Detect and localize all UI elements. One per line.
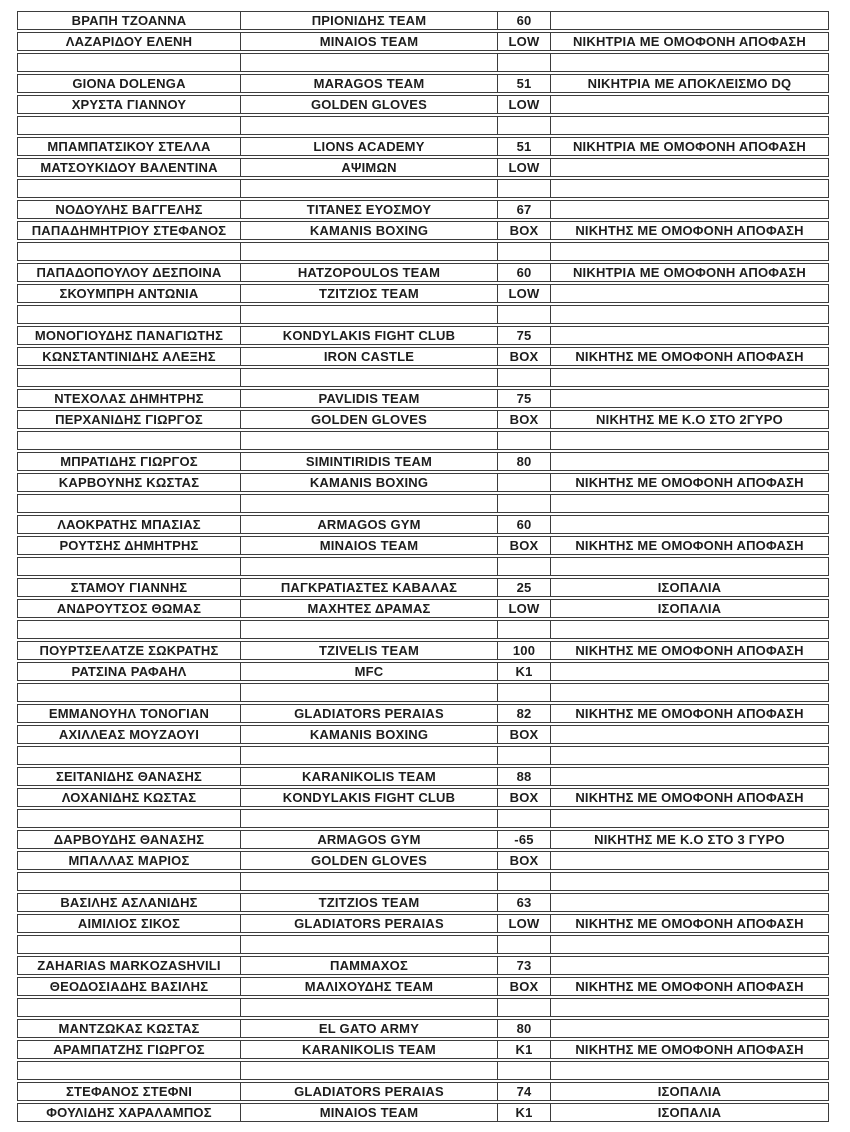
match-row (17, 515, 829, 534)
fighter-name-cell: ΒΡΑΠΗ ΤΖΟΑΝΝΑ (17, 11, 240, 30)
result-cell (550, 683, 829, 702)
fighter-name-cell: ΜΑΝΤΖΩΚΑΣ ΚΩΣΤΑΣ (17, 1019, 240, 1038)
category-cell: 75 (497, 326, 550, 345)
fighter-name-cell (17, 179, 240, 198)
match-row (17, 326, 829, 345)
category-cell: 63 (497, 893, 550, 912)
separator-row (17, 683, 829, 702)
match-row (17, 389, 829, 408)
team-cell: ΠΡΙΟΝΙΔΗΣ TEAM (240, 11, 497, 30)
fighter-name-cell: ΑΙΜΙΛΙΟΣ ΣΙΚΟΣ (17, 914, 240, 933)
match-row (17, 893, 829, 912)
separator-row (17, 368, 829, 387)
fighter-name-cell: ΝΟΔΟΥΛΗΣ ΒΑΓΓΕΛΗΣ (17, 200, 240, 219)
team-cell: GLADIATORS PERAIAS (240, 704, 497, 723)
result-cell (550, 809, 829, 828)
fighter-name-cell (17, 242, 240, 261)
team-cell: KONDYLAKIS FIGHT CLUB (240, 788, 497, 807)
category-cell: 25 (497, 578, 550, 597)
result-cell (550, 851, 829, 870)
result-cell (550, 200, 829, 219)
result-cell: ΙΣΟΠΑΛΙΑ (550, 599, 829, 618)
team-cell (240, 53, 497, 72)
category-cell: LOW (497, 95, 550, 114)
result-cell: ΝΙΚΗΤΗΣ ΜΕ Κ.Ο ΣΤΟ 3 ΓΥΡΟ (550, 830, 829, 849)
separator-row (17, 746, 829, 765)
result-cell (550, 662, 829, 681)
separator-row (17, 116, 829, 135)
team-cell: SIMINTIRIDIS TEAM (240, 452, 497, 471)
category-cell: 75 (497, 389, 550, 408)
separator-row (17, 494, 829, 513)
fighter-name-cell: ΜΑΤΣΟΥΚΙΔΟΥ ΒΑΛΕΝΤΙΝΑ (17, 158, 240, 177)
category-cell (497, 935, 550, 954)
result-cell: ΝΙΚΗΤΗΣ ΜΕ ΟΜΟΦΟΝΗ ΑΠΟΦΑΣΗ (550, 641, 829, 660)
team-cell: PAVLIDIS TEAM (240, 389, 497, 408)
match-row (17, 200, 829, 219)
team-cell (240, 620, 497, 639)
team-cell (240, 557, 497, 576)
category-cell: 67 (497, 200, 550, 219)
fighter-name-cell (17, 1061, 240, 1080)
category-cell (497, 179, 550, 198)
match-row (17, 452, 829, 471)
match-row (17, 956, 829, 975)
fighter-name-cell: ΑΡΑΜΠΑΤΖΗΣ ΓΙΩΡΓΟΣ (17, 1040, 240, 1059)
team-cell: MFC (240, 662, 497, 681)
match-row (17, 284, 829, 303)
fighter-name-cell: GIONA DOLENGA (17, 74, 240, 93)
match-row (17, 473, 829, 492)
match-row (17, 221, 829, 240)
fighter-name-cell (17, 935, 240, 954)
category-cell: LOW (497, 284, 550, 303)
result-cell: ΝΙΚΗΤΡΙΑ ΜΕ ΟΜΟΦΟΝΗ ΑΠΟΦΑΣΗ (550, 263, 829, 282)
result-cell (550, 179, 829, 198)
fighter-name-cell: ΝΤΕΧΟΛΑΣ ΔΗΜΗΤΡΗΣ (17, 389, 240, 408)
separator-row (17, 1061, 829, 1080)
category-cell: LOW (497, 599, 550, 618)
team-cell (240, 683, 497, 702)
results-table (17, 9, 829, 1124)
result-cell (550, 725, 829, 744)
team-cell: ΜΑΛΙΧΟΥΔΗΣ TEAM (240, 977, 497, 996)
category-cell: LOW (497, 158, 550, 177)
team-cell: GOLDEN GLOVES (240, 851, 497, 870)
match-row (17, 914, 829, 933)
category-cell: BOX (497, 347, 550, 366)
fighter-name-cell (17, 431, 240, 450)
team-cell: TZIVELIS TEAM (240, 641, 497, 660)
team-cell (240, 305, 497, 324)
match-row (17, 599, 829, 618)
team-cell (240, 431, 497, 450)
match-row (17, 95, 829, 114)
team-cell: KONDYLAKIS FIGHT CLUB (240, 326, 497, 345)
team-cell: LIONS ACADEMY (240, 137, 497, 156)
category-cell: 80 (497, 452, 550, 471)
category-cell: 60 (497, 515, 550, 534)
category-cell (497, 431, 550, 450)
team-cell: MINAIOS TEAM (240, 32, 497, 51)
category-cell (497, 116, 550, 135)
team-cell: ΠΑΜΜΑΧΟΣ (240, 956, 497, 975)
result-cell (550, 242, 829, 261)
category-cell: 60 (497, 263, 550, 282)
category-cell: BOX (497, 977, 550, 996)
result-cell: ΝΙΚΗΤΗΣ ΜΕ ΟΜΟΦΟΝΗ ΑΠΟΦΑΣΗ (550, 473, 829, 492)
separator-row (17, 242, 829, 261)
team-cell (240, 935, 497, 954)
result-cell (550, 872, 829, 891)
team-cell (240, 242, 497, 261)
team-cell: ΜΑΧΗΤΕΣ ΔΡΑΜΑΣ (240, 599, 497, 618)
category-cell: 74 (497, 1082, 550, 1101)
fighter-name-cell: ΒΑΣΙΛΗΣ ΑΣΛΑΝΙΔΗΣ (17, 893, 240, 912)
fighter-name-cell: ΔΑΡΒΟΥΔΗΣ ΘΑΝΑΣΗΣ (17, 830, 240, 849)
match-row (17, 704, 829, 723)
results-table-body (17, 11, 829, 1122)
team-cell: MINAIOS TEAM (240, 536, 497, 555)
fighter-name-cell: ΡΑΤΣΙΝΑ ΡΑΦΑΗΛ (17, 662, 240, 681)
fighter-name-cell: ZAHARIAS MARKOZASHVILI (17, 956, 240, 975)
category-cell (497, 53, 550, 72)
team-cell: MARAGOS TEAM (240, 74, 497, 93)
team-cell: ARMAGOS GYM (240, 830, 497, 849)
category-cell: 51 (497, 137, 550, 156)
team-cell: KARANIKOLIS TEAM (240, 1040, 497, 1059)
result-cell: ΙΣΟΠΑΛΙΑ (550, 578, 829, 597)
fighter-name-cell (17, 368, 240, 387)
fighter-name-cell: ΦΟΥΛΙΔΗΣ ΧΑΡΑΛΑΜΠΟΣ (17, 1103, 240, 1122)
match-row (17, 662, 829, 681)
category-cell: LOW (497, 914, 550, 933)
result-cell: ΙΣΟΠΑΛΙΑ (550, 1082, 829, 1101)
fighter-name-cell (17, 746, 240, 765)
fighter-name-cell: ΠΑΠΑΔΗΜΗΤΡΙΟΥ ΣΤΕΦΑΝΟΣ (17, 221, 240, 240)
separator-row (17, 809, 829, 828)
result-cell: ΝΙΚΗΤΗΣ ΜΕ ΟΜΟΦΟΝΗ ΑΠΟΦΑΣΗ (550, 977, 829, 996)
match-row (17, 74, 829, 93)
fighter-name-cell (17, 53, 240, 72)
match-row (17, 11, 829, 30)
category-cell: BOX (497, 788, 550, 807)
separator-row (17, 557, 829, 576)
fighter-name-cell (17, 683, 240, 702)
fighter-name-cell: ΕΜΜΑΝΟΥΗΛ ΤΟΝΟΓΙΑΝ (17, 704, 240, 723)
match-row (17, 578, 829, 597)
category-cell (497, 1061, 550, 1080)
result-cell (550, 998, 829, 1017)
team-cell: GOLDEN GLOVES (240, 410, 497, 429)
separator-row (17, 305, 829, 324)
team-cell (240, 809, 497, 828)
result-cell (550, 431, 829, 450)
match-row (17, 1019, 829, 1038)
fighter-name-cell (17, 116, 240, 135)
result-cell: ΝΙΚΗΤΡΙΑ ΜΕ ΟΜΟΦΟΝΗ ΑΠΟΦΑΣΗ (550, 32, 829, 51)
match-row (17, 347, 829, 366)
fighter-name-cell (17, 998, 240, 1017)
category-cell (497, 620, 550, 639)
fighter-name-cell: ΑΧΙΛΛΕΑΣ ΜΟΥΖΑΟΥΙ (17, 725, 240, 744)
category-cell (497, 242, 550, 261)
result-cell: ΝΙΚΗΤΡΙΑ ΜΕ ΑΠΟΚΛΕΙΣΜΟ DQ (550, 74, 829, 93)
result-cell: ΝΙΚΗΤΗΣ ΜΕ ΟΜΟΦΟΝΗ ΑΠΟΦΑΣΗ (550, 536, 829, 555)
result-cell (550, 767, 829, 786)
result-cell (550, 95, 829, 114)
category-cell: K1 (497, 662, 550, 681)
separator-row (17, 998, 829, 1017)
result-cell (550, 557, 829, 576)
separator-row (17, 872, 829, 891)
category-cell (497, 494, 550, 513)
result-cell (550, 452, 829, 471)
separator-row (17, 179, 829, 198)
fighter-name-cell: ΜΠΑΛΛΑΣ ΜΑΡΙΟΣ (17, 851, 240, 870)
result-cell (550, 494, 829, 513)
fighter-name-cell: ΛΑΖΑΡΙΔΟΥ ΕΛΕΝΗ (17, 32, 240, 51)
result-cell: ΝΙΚΗΤΗΣ ΜΕ ΟΜΟΦΟΝΗ ΑΠΟΦΑΣΗ (550, 704, 829, 723)
match-row (17, 1103, 829, 1122)
separator-row (17, 620, 829, 639)
category-cell: 51 (497, 74, 550, 93)
category-cell: 73 (497, 956, 550, 975)
fighter-name-cell: ΣΤΕΦΑΝΟΣ ΣΤΕΦΝΙ (17, 1082, 240, 1101)
result-cell (550, 956, 829, 975)
team-cell: ARMAGOS GYM (240, 515, 497, 534)
result-cell (550, 326, 829, 345)
team-cell: IRON CASTLE (240, 347, 497, 366)
team-cell (240, 998, 497, 1017)
match-row (17, 725, 829, 744)
result-cell: ΝΙΚΗΤΗΣ ΜΕ ΟΜΟΦΟΝΗ ΑΠΟΦΑΣΗ (550, 1040, 829, 1059)
fighter-name-cell: ΜΠΡΑΤΙΔΗΣ ΓΙΩΡΓΟΣ (17, 452, 240, 471)
team-cell: KAMANIS BOXING (240, 725, 497, 744)
category-cell (497, 872, 550, 891)
result-cell (550, 620, 829, 639)
fighter-name-cell: ΡΟΥΤΣΗΣ ΔΗΜΗΤΡΗΣ (17, 536, 240, 555)
category-cell (497, 683, 550, 702)
fighter-name-cell: ΛΑΟΚΡΑΤΗΣ ΜΠΑΣΙΑΣ (17, 515, 240, 534)
result-cell (550, 368, 829, 387)
category-cell: 88 (497, 767, 550, 786)
fighter-name-cell (17, 809, 240, 828)
team-cell (240, 368, 497, 387)
result-cell: ΝΙΚΗΤΗΣ ΜΕ Κ.Ο ΣΤΟ 2ΓΥΡΟ (550, 410, 829, 429)
team-cell (240, 116, 497, 135)
result-cell (550, 389, 829, 408)
fighter-name-cell: ΠΕΡΧΑΝΙΔΗΣ ΓΙΩΡΓΟΣ (17, 410, 240, 429)
category-cell: BOX (497, 851, 550, 870)
match-row (17, 830, 829, 849)
match-row (17, 536, 829, 555)
category-cell (497, 305, 550, 324)
result-cell (550, 116, 829, 135)
team-cell: ΤΖΙΤΖΙΟΣ TEAM (240, 284, 497, 303)
category-cell (497, 368, 550, 387)
result-cell (550, 11, 829, 30)
category-cell (497, 809, 550, 828)
fighter-name-cell: ΧΡΥΣΤΑ ΓΙΑΝΝΟΥ (17, 95, 240, 114)
fighter-name-cell (17, 557, 240, 576)
category-cell: 60 (497, 11, 550, 30)
team-cell (240, 179, 497, 198)
result-cell (550, 305, 829, 324)
match-row (17, 137, 829, 156)
team-cell (240, 1061, 497, 1080)
result-cell (550, 158, 829, 177)
team-cell (240, 746, 497, 765)
result-cell: ΝΙΚΗΤΗΣ ΜΕ ΟΜΟΦΟΝΗ ΑΠΟΦΑΣΗ (550, 347, 829, 366)
match-row (17, 977, 829, 996)
team-cell: GLADIATORS PERAIAS (240, 914, 497, 933)
separator-row (17, 431, 829, 450)
fighter-name-cell: ΠΑΠΑΔΟΠΟΥΛΟΥ ΔΕΣΠΟΙΝΑ (17, 263, 240, 282)
match-row (17, 851, 829, 870)
team-cell: KARANIKOLIS TEAM (240, 767, 497, 786)
category-cell: BOX (497, 725, 550, 744)
category-cell: LOW (497, 32, 550, 51)
result-cell: ΝΙΚΗΤΗΣ ΜΕ ΟΜΟΦΟΝΗ ΑΠΟΦΑΣΗ (550, 221, 829, 240)
match-row (17, 788, 829, 807)
category-cell: BOX (497, 221, 550, 240)
match-row (17, 767, 829, 786)
match-row (17, 410, 829, 429)
match-row (17, 263, 829, 282)
match-row (17, 158, 829, 177)
category-cell (497, 998, 550, 1017)
fighter-name-cell: ΚΩΝΣΤΑΝΤΙΝΙΔΗΣ ΑΛΕΞΗΣ (17, 347, 240, 366)
result-cell: ΝΙΚΗΤΗΣ ΜΕ ΟΜΟΦΟΝΗ ΑΠΟΦΑΣΗ (550, 788, 829, 807)
result-cell (550, 1019, 829, 1038)
separator-row (17, 935, 829, 954)
category-cell: K1 (497, 1103, 550, 1122)
result-cell (550, 284, 829, 303)
team-cell: ΤΙΤΑΝΕΣ ΕΥΟΣΜΟΥ (240, 200, 497, 219)
result-cell (550, 935, 829, 954)
category-cell (497, 746, 550, 765)
match-row (17, 32, 829, 51)
team-cell: KAMANIS BOXING (240, 221, 497, 240)
fighter-name-cell: ΣΕΙΤΑΝΙΔΗΣ ΘΑΝΑΣΗΣ (17, 767, 240, 786)
result-cell (550, 746, 829, 765)
team-cell: HATZOPOULOS TEAM (240, 263, 497, 282)
category-cell: -65 (497, 830, 550, 849)
fighter-name-cell (17, 305, 240, 324)
result-cell: ΝΙΚΗΤΗΣ ΜΕ ΟΜΟΦΟΝΗ ΑΠΟΦΑΣΗ (550, 914, 829, 933)
team-cell: GOLDEN GLOVES (240, 95, 497, 114)
team-cell: EL GATO ARMY (240, 1019, 497, 1038)
fighter-name-cell: ΜΠΑΜΠΑΤΣΙΚΟΥ ΣΤΕΛΛΑ (17, 137, 240, 156)
match-row (17, 1040, 829, 1059)
match-row (17, 641, 829, 660)
match-row (17, 1082, 829, 1101)
category-cell: 82 (497, 704, 550, 723)
fighter-name-cell: ΠΟΥΡΤΣΕΛΑΤΖΕ ΣΩΚΡΑΤΗΣ (17, 641, 240, 660)
result-cell (550, 53, 829, 72)
separator-row (17, 53, 829, 72)
team-cell: TZITZIOS TEAM (240, 893, 497, 912)
team-cell (240, 494, 497, 513)
team-cell: ΠΑΓΚΡΑΤΙΑΣΤΕΣ ΚΑΒΑΛΑΣ (240, 578, 497, 597)
fighter-name-cell: ΘΕΟΔΟΣΙΑΔΗΣ ΒΑΣΙΛΗΣ (17, 977, 240, 996)
fighter-name-cell: ΣΚΟΥΜΠΡΗ ΑΝΤΩΝΙΑ (17, 284, 240, 303)
category-cell: 100 (497, 641, 550, 660)
category-cell (497, 557, 550, 576)
team-cell: GLADIATORS PERAIAS (240, 1082, 497, 1101)
category-cell: 80 (497, 1019, 550, 1038)
fighter-name-cell: ΚΑΡΒΟΥΝΗΣ ΚΩΣΤΑΣ (17, 473, 240, 492)
fighter-name-cell: ΣΤΑΜΟΥ ΓΙΑΝΝΗΣ (17, 578, 240, 597)
result-cell (550, 893, 829, 912)
category-cell: K1 (497, 1040, 550, 1059)
result-cell (550, 515, 829, 534)
team-cell: KAMANIS BOXING (240, 473, 497, 492)
fighter-name-cell: ΑΝΔΡΟΥΤΣΟΣ ΘΩΜΑΣ (17, 599, 240, 618)
fighter-name-cell (17, 872, 240, 891)
category-cell: BOX (497, 410, 550, 429)
team-cell: MINAIOS TEAM (240, 1103, 497, 1122)
category-cell: BOX (497, 536, 550, 555)
fighter-name-cell: ΜΟΝΟΓΙΟΥΔΗΣ ΠΑΝΑΓΙΩΤΗΣ (17, 326, 240, 345)
result-cell (550, 1061, 829, 1080)
team-cell (240, 872, 497, 891)
fighter-name-cell (17, 620, 240, 639)
result-cell: ΝΙΚΗΤΡΙΑ ΜΕ ΟΜΟΦΟΝΗ ΑΠΟΦΑΣΗ (550, 137, 829, 156)
category-cell (497, 473, 550, 492)
team-cell: ΑΨΙΜΩΝ (240, 158, 497, 177)
fighter-name-cell: ΛΟΧΑΝΙΔΗΣ ΚΩΣΤΑΣ (17, 788, 240, 807)
fighter-name-cell (17, 494, 240, 513)
result-cell: ΙΣΟΠΑΛΙΑ (550, 1103, 829, 1122)
